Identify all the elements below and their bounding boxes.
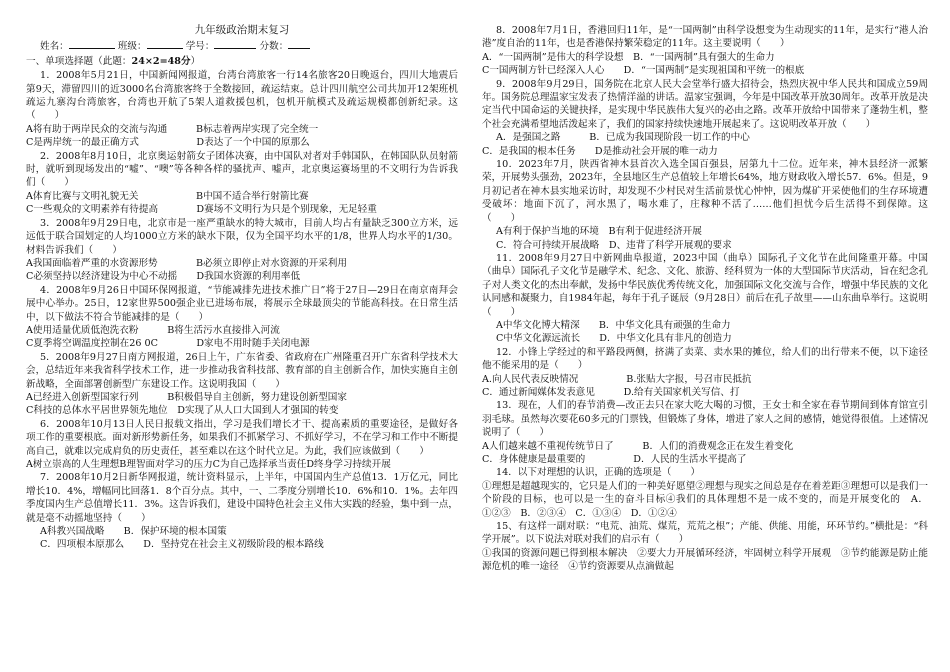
question-stem: 4．2008年9月26日中国环保网报道，“节能减排先进技术推广日”将于27日—29日在南京南拜会展中心举办。25日，12家世界500强企业已进场布展，将展示全球最顶尖的节能高科技。在日常生活中，以下做法不符合节能减排的是（ ）: [26, 284, 458, 323]
question-9: [482, 78, 928, 158]
question-stem: 5．2008年9月27日南方网报道，26日上午，广东省委、省政府在广州隆重召开广东省科学技术大会，总结近年来我省科学技术工作，进一步推动我省科技部、教育部的自主创新合作，加快实施自主创新战略，全面部署创新型广东建设工作。这说明我国（ ）: [26, 351, 458, 390]
question-stem: 6．2008年10月13日人民日报载文指出，学习是我们增长才干、提高素质的重要途径，是做好各项工作的重要根底。面对新形势新任务，如果我们不抓紧学习、不抓好学习，不在学习和工作中不断提高自己，就难以完成肩负的历史责任，甚至难以在这个时代立足。为此，我们应该做到（ ）: [26, 418, 458, 457]
left-column: [26, 24, 458, 552]
question-13: [482, 399, 928, 466]
option-line[interactable]: A使用适量优质低泡洗衣粉 B将生活污水直接排入河流: [26, 324, 280, 336]
question-stem: 15、有这样一副对联：“电荒、油荒、煤荒，荒荒之根”；产能、供能、用能，环环节约。”横批是：“科学开展”。以下说法对联对我们的启示有（ ）: [482, 521, 928, 546]
option-line[interactable]: ①我国的资源问题已得到根本解决 ②要大力开展循环经济，牢固树立科学开展观 ③节约能源是防止能源危机的唯一途径 ④节约资源要从点滴做起: [482, 547, 928, 573]
option-line[interactable]: A我国面临着严重的水资源形势 B必须立即停止对水资源的开采利用: [26, 257, 347, 269]
question-1: [26, 69, 458, 149]
question-7: [26, 471, 458, 551]
option-line[interactable]: A有利于保护当地的环境 B有利于促进经济开展: [496, 226, 702, 238]
class-label: 班级：: [117, 41, 147, 53]
class-blank[interactable]: [147, 38, 183, 49]
question-stem: 9．2008年9月29日，国务院在北京人民大会堂举行盛大招待会，热烈庆祝中华人民共和国成立59周年。国务院总理温家宝发表了热情洋溢的讲话。温家宝强调，今年是中国改革开放30周年。改革开放是决定当代中国命运的关键抉择，是实现中华民族伟大复兴的必由之路。改革开放给中国带来了蓬勃生机，整个社会充满希望地活泼起来了，我们的国家持续快速地开展起来了。这说明改革开放（ ）: [482, 78, 928, 130]
option-line[interactable]: C．身体健康是最重要的 D．人民的生活水平提高了: [482, 454, 747, 465]
option-line[interactable]: C中华文化源远流长 D．中华文化具有非凡的创造力: [496, 333, 732, 345]
question-stem: 12．小锋上学经过的和平路段两侧，挤满了卖菜、卖水果的摊位，给人们的出行带来不便，以下途径他不能采用的是（ ）: [482, 346, 928, 372]
right-column: [482, 24, 928, 574]
question-8: [482, 24, 928, 78]
question-stem: 2．2008年8月10日，北京奥运射箭女子团体决赛，由中国队对者对手韩国队，在韩国队队员射箭时，就听到现场发出的“嘘”、“噢”等各种各样的骚扰声、嘘声，北京奥运赛场里的不文明行为告诉我们（ ）: [26, 150, 458, 189]
option-line[interactable]: ①理想是超越现实的，它只是人们的一种美好愿望②理想与现实之间总是存在着差距③理想可以是我们一个阶段的目标，也可以是一生的奋斗目标④我们的具体理想不是一成不变的，而是开展变化的 A．①②③ B．②③④ C．①③④ D．①②④: [482, 480, 928, 519]
question-2: [26, 150, 458, 217]
option-line[interactable]: C．四项根本原那么 D．坚持党在社会主义初级阶段的根本路线: [40, 539, 324, 551]
option-line[interactable]: A科教兴国战略 B．保护环境的根本国策: [40, 526, 227, 538]
option-line[interactable]: C．通过新闻媒体发表意见 D.给有关国家机关写信、打: [482, 386, 740, 398]
score-blank[interactable]: [288, 38, 310, 49]
question-15: [482, 520, 928, 574]
question-stem: 11．2008年9月27日中新网曲阜报道，2023中国（曲阜）国际孔子文化节在此间隆重开幕。中国（曲阜）国际孔子文化节是融学术、纪念、文化、旅游、经科贸为一体的大型国际节庆活动，旨在纪念孔子对人类文化的杰出奉献，发扬中华民族优秀传统文化，加强国际文化交流与合作，增强中华民族的文化认同感和凝聚力，自1984年起，每年于孔子诞辰（9月28日）前后在孔子故里——山东曲阜举行。这说明（ ）: [482, 252, 928, 318]
question-stem: 10．2023年7月，陕西省神木县首次入选全国百强县，居第九十二位。近年来，神木县经济一派繁荣，开展势头强劲，2023年，全县地区生产总值较上年增长64%，地方财政收入增长57．6%。但是，9月初记者在神木县实地采访时，却发现不少村民对生活前景忧心忡忡，因为煤矿开采使他们的生存环境遭受破坏：地面下沉了，河水黑了，喝水难了，庄稼种不活了……他们担忧今后生活得不到保障。这（ ）: [482, 159, 928, 224]
option-line[interactable]: A已经进入创新型国家行列 B积极倡导自主创新，努力建设创新型国家: [26, 391, 347, 403]
name-label: 姓名：: [40, 41, 69, 53]
question-stem: 8．2008年7月1日，香港回归11年，是“一国两制”由科学设想变为生动现实的11年，是实行“港人治港”度自治的11年，也是香港保持繁荣稳定的11年。这主要说明（ ）: [482, 25, 928, 50]
name-blank[interactable]: [69, 38, 115, 49]
option-line[interactable]: C科技的总体水平居世界领先地位 D实现了从人口大国到人才强国的转变: [26, 405, 339, 417]
question-12: [482, 346, 928, 400]
option-line[interactable]: A.向人民代表反映情况 B.张贴大字报，号召市民抵抗: [482, 373, 752, 385]
option-line[interactable]: A．是强国之路 B．已成为我国现阶段一切工作的中心: [496, 132, 750, 144]
question-stem: 14．以下对理想的认识，正确的选项是（ ）: [496, 467, 701, 479]
student-info-line: [26, 38, 458, 53]
option-line[interactable]: A人们越来越不重视传统节日了 B．人们的消费观念正在发生着变化: [482, 440, 794, 452]
option-line[interactable]: C夏季将空调温度控制在26 0C D家电不用时随手关闭电源: [26, 338, 310, 350]
option-line[interactable]: C必须坚持以经济建设为中心不动摇 D我国水资源的利用率低: [26, 271, 301, 283]
option-line[interactable]: A中华文化博大精深 B．中华文化具有顽强的生命力: [496, 319, 731, 331]
score-label: 分数：: [259, 41, 289, 53]
exam-title: 九年级政治期末复习: [194, 24, 290, 36]
question-11: [482, 252, 928, 346]
question-stem: 1．2008年5月21日，中国新闻网报道，台湾台湾旅客一行14名旅客20日晚返台，四川大地震后第9天，滞留四川的近3000名台湾旅客终于全数接回，疏运结束。总计四川航空公司共加开12架班机疏运九寨沟台湾旅客，台湾也开航了5架人道救援包机，包机开航模式及疏运规模都创新纪录。这（ ）: [26, 70, 458, 122]
option-line[interactable]: C．是我国的根本任务 D是推动社会开展的唯一动力: [482, 145, 718, 157]
question-14: [482, 466, 928, 520]
section-score: 24×2=48分: [131, 55, 191, 67]
option-line[interactable]: A将有助于两岸民众的交流与沟通 B标志着两岸实现了完全统一: [26, 123, 319, 135]
question-10: [482, 158, 928, 252]
option-line[interactable]: C一些观众的文明素养有待提高 D赛场不文明行为只是个别现象，无足轻重: [26, 204, 377, 216]
question-stem: 13．现在，人们的春节消费—改正去只在家大吃大喝的习惯，王女士和全家在春节期间到体育馆宣引羽毛球。虽然每次要花60多元的门票钱，但锻炼了身体，增进了家人之间的感情，她觉得很值。上述情况说明了（ ）: [482, 400, 928, 439]
option-line[interactable]: A．“一国两制”是伟大的科学设想 B．“一国两制”具有强大的生命力: [482, 51, 775, 63]
option-line[interactable]: A树立崇高的人生理想B理智面对学习的压力C为自己选择承当责任D终身学习持续开展: [26, 459, 391, 470]
question-3: [26, 217, 458, 284]
question-4: [26, 284, 458, 351]
section-title: 一、单项选择题（此题：24×2=48分）: [26, 55, 201, 67]
option-line[interactable]: C．符合可持续开展战略 D、违背了科学开展观的要求: [496, 239, 732, 251]
option-line[interactable]: C是两岸统一的最正确方式 D表达了一个中国的原那么: [26, 137, 310, 149]
id-blank[interactable]: [214, 38, 256, 49]
question-5: [26, 351, 458, 418]
question-stem: 3．2008年9月29日电，北京市是一座严重缺水的特大城市，目前人均占有量缺乏300立方米，远远低于联合国划定的人均1000立方米的缺水下限，仅为全国平均水平的1/8，世界人均水平的1/30。材料告诉我们（ ）: [26, 217, 458, 256]
question-stem: 7．2008年10月2日新华网报道，统计资料显示，上半年，中国国内生产总值13．1万亿元，同比增长10．4%，增幅同比回落1．8个百分点。其中，一、二季度分别增长10．6%和10．1%。去年四季度国内生产总值增长11．3%。这告诉我们，建设中国特色社会主义伟大实践的经验，集中到一点，就是毫不动摇地坚持（ ）: [26, 472, 458, 524]
question-6: [26, 418, 458, 472]
option-line[interactable]: A体育比赛与文明礼貌无关 B中国不适合举行射箭比赛: [26, 190, 309, 202]
id-label: 学号：: [185, 41, 215, 53]
option-line[interactable]: C一国两制方针已经深入人心 D．“一国两制”是实现祖国和平统一的根底: [482, 65, 805, 77]
